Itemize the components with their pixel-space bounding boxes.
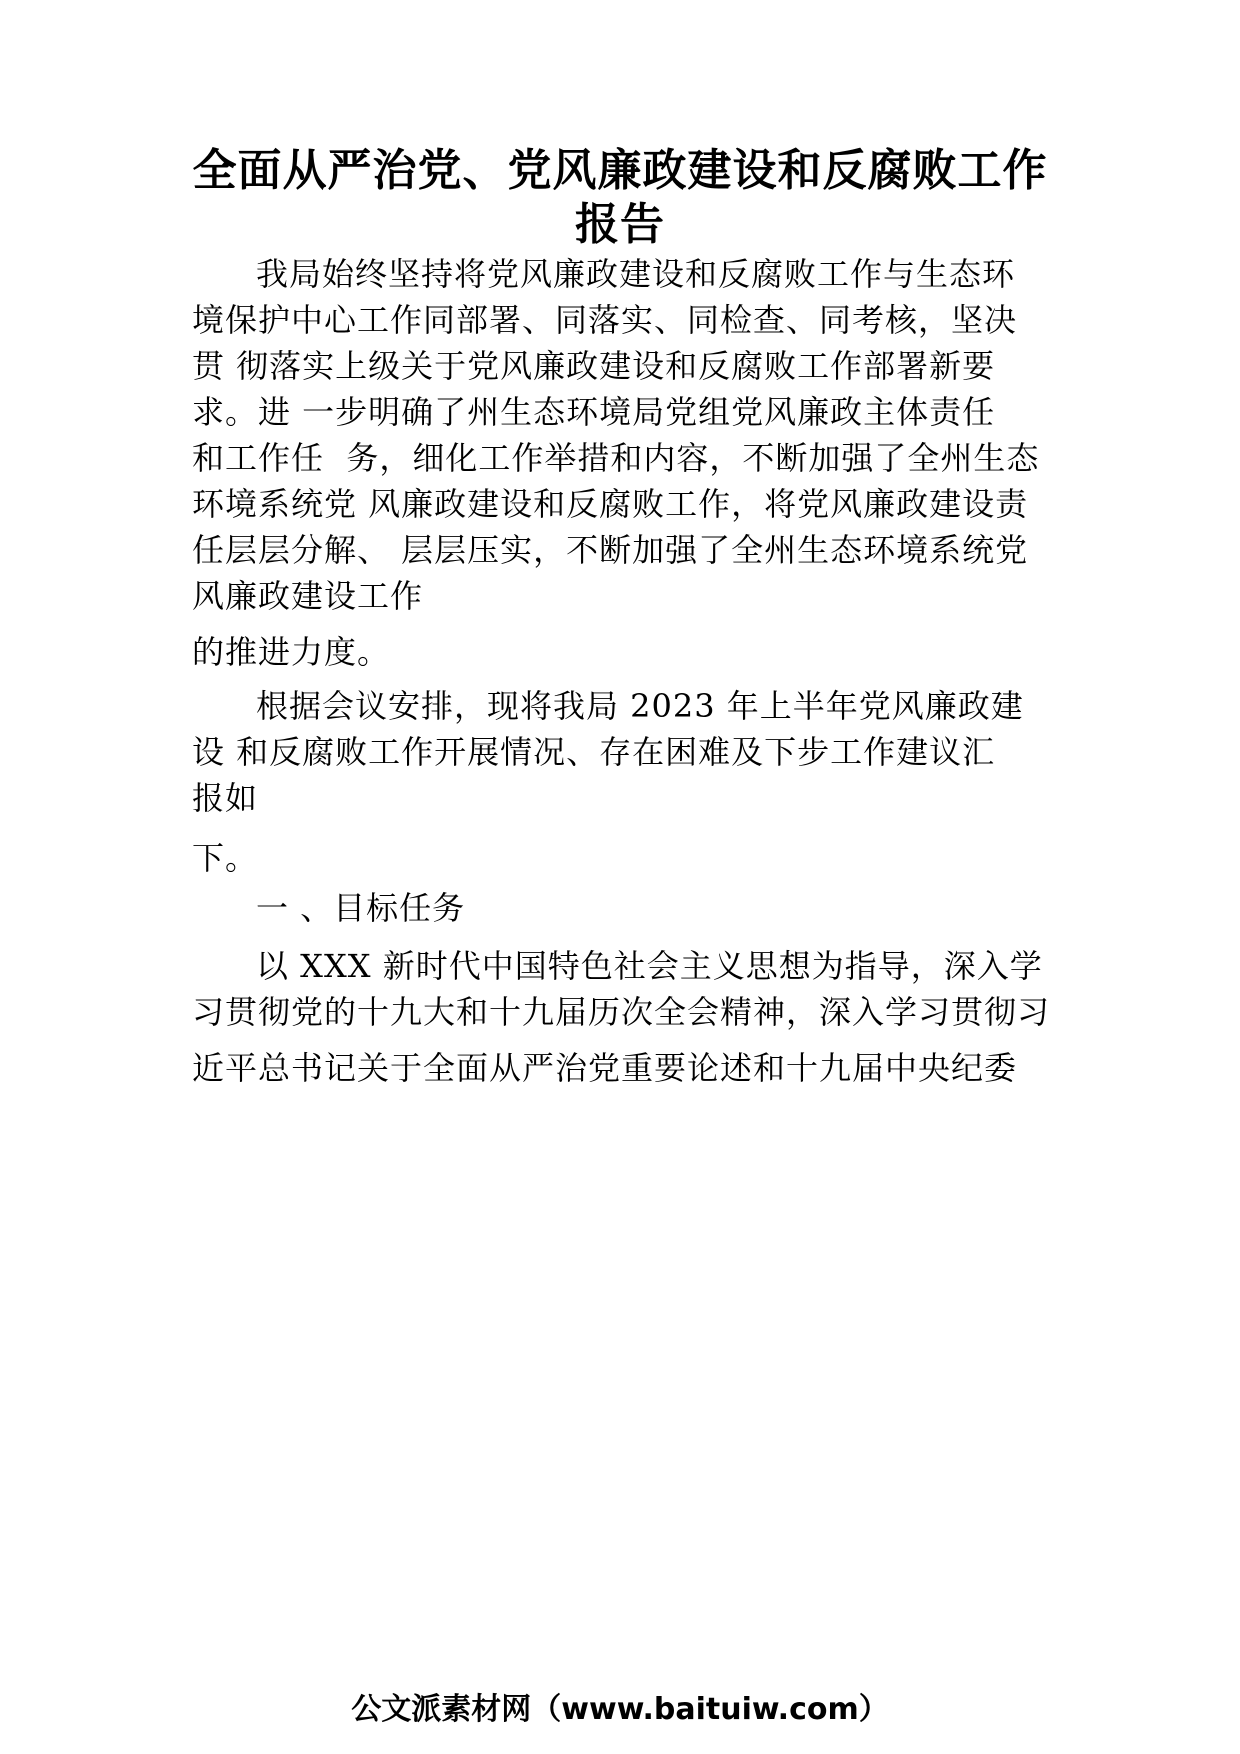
body-line: 设 和反腐败工作开展情况、存在困难及下步工作建议汇 <box>192 733 996 771</box>
body-line: 求。进 一步明确了州生态环境局党组党风廉政主体责任 <box>192 393 996 431</box>
body-line: 和工作任 务，细化工作举措和内容，不断加强了全州生态 <box>192 439 1040 477</box>
body-line: 习贯彻党的十九大和十九届历次全会精神，深入学习贯彻习 <box>192 993 1051 1031</box>
document-title-line-2: 报告 <box>575 199 665 250</box>
body-line: 环境系统党 风廉政建设和反腐败工作，将党风廉政建设责 <box>192 485 1029 523</box>
body-line: 根据会议安排，现将我局 2023 年上半年党风廉政建 <box>256 687 1024 725</box>
body-line: 近平总书记关于全面从严治党重要论述和十九届中央纪委 <box>192 1049 1018 1087</box>
body-line: 境保护中心工作同部署、同落实、同检查、同考核，坚决 <box>192 301 1018 339</box>
document-title-line-1: 全面从严治党、党风廉政建设和反腐败工作 <box>192 145 1048 196</box>
body-line: 报如 <box>192 779 259 817</box>
body-line: 的推进力度。 <box>192 633 391 671</box>
body-line: 下。 <box>192 839 259 877</box>
body-line: 我局始终坚持将党风廉政建设和反腐败工作与生态环 <box>256 255 1016 293</box>
section-heading: 一 、目标任务 <box>256 889 466 927</box>
body-line: 以 XXX 新时代中国特色社会主义思想为指导，深入学 <box>256 947 1043 985</box>
footer-source-text: 公文派素材网（www.baituiw.com） <box>351 1692 889 1727</box>
body-line: 风廉政建设工作 <box>192 577 424 615</box>
body-line: 任层层分解、 层层压实，不断加强了全州生态环境系统党 <box>192 531 1029 569</box>
body-line: 贯 彻落实上级关于党风廉政建设和反腐败工作部署新要 <box>192 347 996 385</box>
